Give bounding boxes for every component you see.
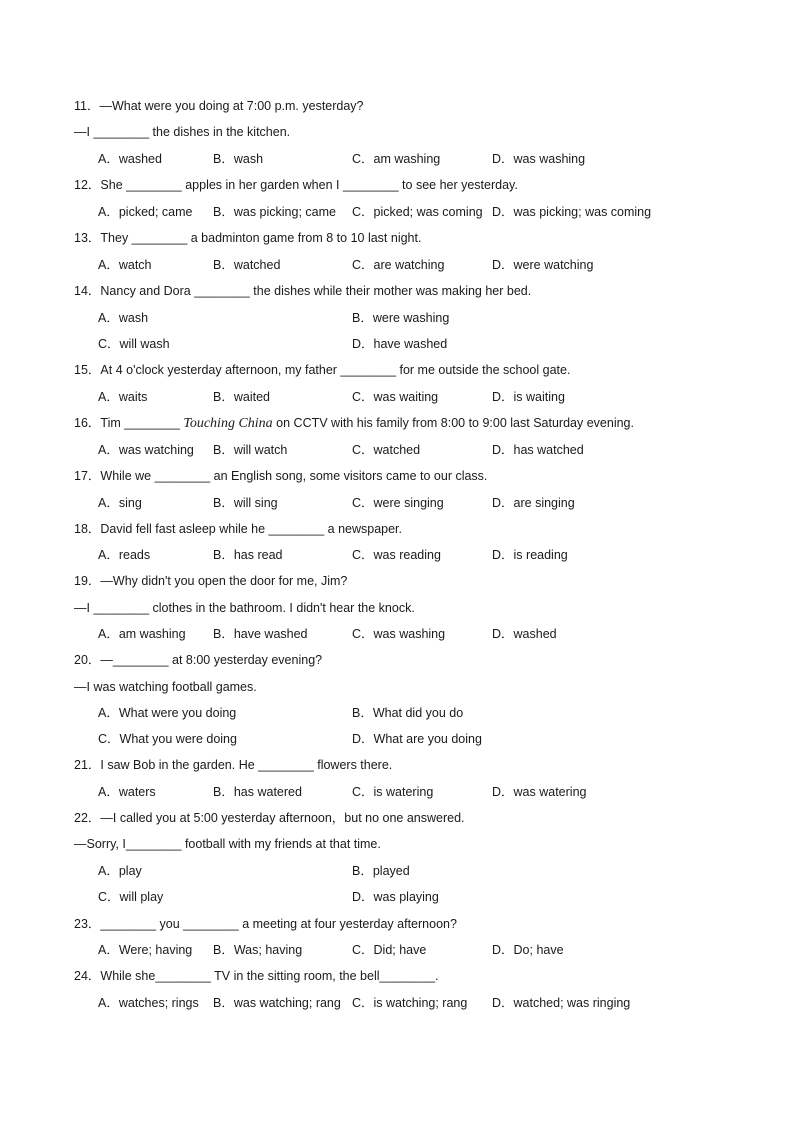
option-c[interactable]: C．is watching; rang: [352, 996, 468, 1010]
question-stem: While we ________ an English song, some visitors came to our class.: [100, 469, 488, 483]
question-17: [74, 468, 487, 484]
question-stem-part-a: Tim ________: [100, 416, 184, 430]
option-d[interactable]: D．washed: [492, 627, 557, 641]
question-11: [74, 98, 364, 114]
option-a[interactable]: A．watch: [98, 258, 152, 272]
option-a[interactable]: A．am washing: [98, 627, 186, 641]
option-b[interactable]: B．wash: [213, 152, 264, 166]
option-c[interactable]: C．will wash: [98, 337, 170, 351]
option-a[interactable]: A．waits: [98, 390, 148, 404]
question-19-answer-line: —I ________ clothes in the bathroom. I didn't hear the knock.: [74, 601, 415, 615]
option-a[interactable]: A．waters: [98, 785, 156, 799]
question-number: 24．: [74, 969, 101, 983]
question-12: [74, 177, 518, 193]
question-13: [74, 230, 421, 246]
option-d[interactable]: D．is reading: [492, 548, 568, 562]
option-b[interactable]: B．have washed: [213, 627, 308, 641]
question-23: [74, 916, 457, 932]
option-a[interactable]: A．picked; came: [98, 205, 193, 219]
question-number: 21．: [74, 758, 101, 772]
option-b[interactable]: B．watched: [213, 258, 281, 272]
question-number: 18．: [74, 522, 101, 536]
question-19: [74, 573, 347, 589]
option-b[interactable]: B．What did you do: [352, 706, 464, 720]
option-c[interactable]: C．was waiting: [352, 390, 439, 404]
question-number: 23．: [74, 917, 101, 931]
option-b[interactable]: B．was picking; came: [213, 205, 336, 219]
option-a[interactable]: A．sing: [98, 496, 142, 510]
question-11-answer-line: —I ________ the dishes in the kitchen.: [74, 125, 291, 139]
option-b[interactable]: B．waited: [213, 390, 270, 404]
option-a[interactable]: A．wash: [98, 311, 149, 325]
question-15: [74, 362, 570, 378]
question-stem: ________ you ________ a meeting at four yesterday afternoon?: [100, 917, 457, 931]
question-16: [74, 415, 634, 432]
question-number: 17．: [74, 469, 101, 483]
option-c[interactable]: C．watched: [352, 443, 421, 457]
question-number: 12．: [74, 178, 101, 192]
question-stem: They ________ a badminton game from 8 to 10 last night.: [100, 231, 422, 245]
question-number: 16．: [74, 416, 101, 430]
option-c[interactable]: C．am washing: [352, 152, 441, 166]
question-number: 19．: [74, 574, 101, 588]
question-20-answer-line: —I was watching football games.: [74, 680, 257, 694]
question-stem: At 4 o'clock yesterday afternoon, my father ________ for me outside the school gate.: [100, 363, 571, 377]
question-stem: While she________ TV in the sitting room, the bell________.: [100, 969, 439, 983]
option-d[interactable]: D．was picking; was coming: [492, 205, 652, 219]
question-stem: —What were you doing at 7:00 p.m. yesterday?: [99, 99, 364, 113]
option-c[interactable]: C．Did; have: [352, 943, 427, 957]
question-24: [74, 968, 439, 984]
option-c[interactable]: C．were singing: [352, 496, 444, 510]
option-d[interactable]: D．was washing: [492, 152, 586, 166]
question-21: [74, 757, 392, 773]
question-20: [74, 652, 322, 668]
question-stem: Nancy and Dora ________ the dishes while their mother was making her bed.: [100, 284, 532, 298]
question-stem: She ________ apples in her garden when I ________ to see her yesterday.: [100, 178, 518, 192]
option-a[interactable]: A．Were; having: [98, 943, 193, 957]
option-d[interactable]: D．is waiting: [492, 390, 565, 404]
option-a[interactable]: A．What were you doing: [98, 706, 237, 720]
option-a[interactable]: A．was watching: [98, 443, 194, 457]
title-italic: Touching China: [183, 416, 273, 431]
option-c[interactable]: C．was reading: [352, 548, 441, 562]
option-a[interactable]: A．play: [98, 864, 142, 878]
option-d[interactable]: D．have washed: [352, 337, 448, 351]
question-stem: —I called you at 5:00 yesterday afternoon，but no one answered.: [100, 811, 465, 825]
option-d[interactable]: D．Do; have: [492, 943, 564, 957]
option-b[interactable]: B．has read: [213, 548, 283, 562]
option-c[interactable]: C．are watching: [352, 258, 445, 272]
question-number: 15．: [74, 363, 101, 377]
option-d[interactable]: D．are singing: [492, 496, 575, 510]
option-c[interactable]: C．is watering: [352, 785, 434, 799]
option-d[interactable]: D．was playing: [352, 890, 439, 904]
option-a[interactable]: A．watches; rings: [98, 996, 199, 1010]
option-b[interactable]: B．was watching; rang: [213, 996, 341, 1010]
question-number: 13．: [74, 231, 101, 245]
option-b[interactable]: B．played: [352, 864, 410, 878]
option-a[interactable]: A．washed: [98, 152, 162, 166]
option-b[interactable]: B．Was; having: [213, 943, 303, 957]
question-stem: David fell fast asleep while he ________ a newspaper.: [100, 522, 402, 536]
question-stem: —Why didn't you open the door for me, Jim?: [100, 574, 348, 588]
option-b[interactable]: B．were washing: [352, 311, 450, 325]
option-d[interactable]: D．What are you doing: [352, 732, 482, 746]
question-14: [74, 283, 531, 299]
option-c[interactable]: C．will play: [98, 890, 164, 904]
question-22: [74, 810, 465, 826]
question-18: [74, 521, 402, 537]
option-d[interactable]: D．watched; was ringing: [492, 996, 631, 1010]
option-b[interactable]: B．has watered: [213, 785, 302, 799]
question-stem: I saw Bob in the garden. He ________ flowers there.: [100, 758, 393, 772]
question-number: 11．: [74, 99, 100, 113]
option-c[interactable]: C．What you were doing: [98, 732, 237, 746]
question-number: 22．: [74, 811, 101, 825]
option-c[interactable]: C．picked; was coming: [352, 205, 483, 219]
option-b[interactable]: B．will watch: [213, 443, 288, 457]
option-c[interactable]: C．was washing: [352, 627, 446, 641]
option-d[interactable]: D．were watching: [492, 258, 594, 272]
question-22-answer-line: —Sorry, I________ football with my friends at that time.: [74, 837, 381, 851]
question-number: 14．: [74, 284, 101, 298]
option-b[interactable]: B．will sing: [213, 496, 278, 510]
option-d[interactable]: D．was watering: [492, 785, 587, 799]
option-a[interactable]: A．reads: [98, 548, 151, 562]
question-stem: —________ at 8:00 yesterday evening?: [100, 653, 323, 667]
question-stem-part-b: on CCTV with his family from 8:00 to 9:00 last Saturday evening.: [272, 416, 634, 430]
option-d[interactable]: D．has watched: [492, 443, 584, 457]
question-number: 20．: [74, 653, 101, 667]
